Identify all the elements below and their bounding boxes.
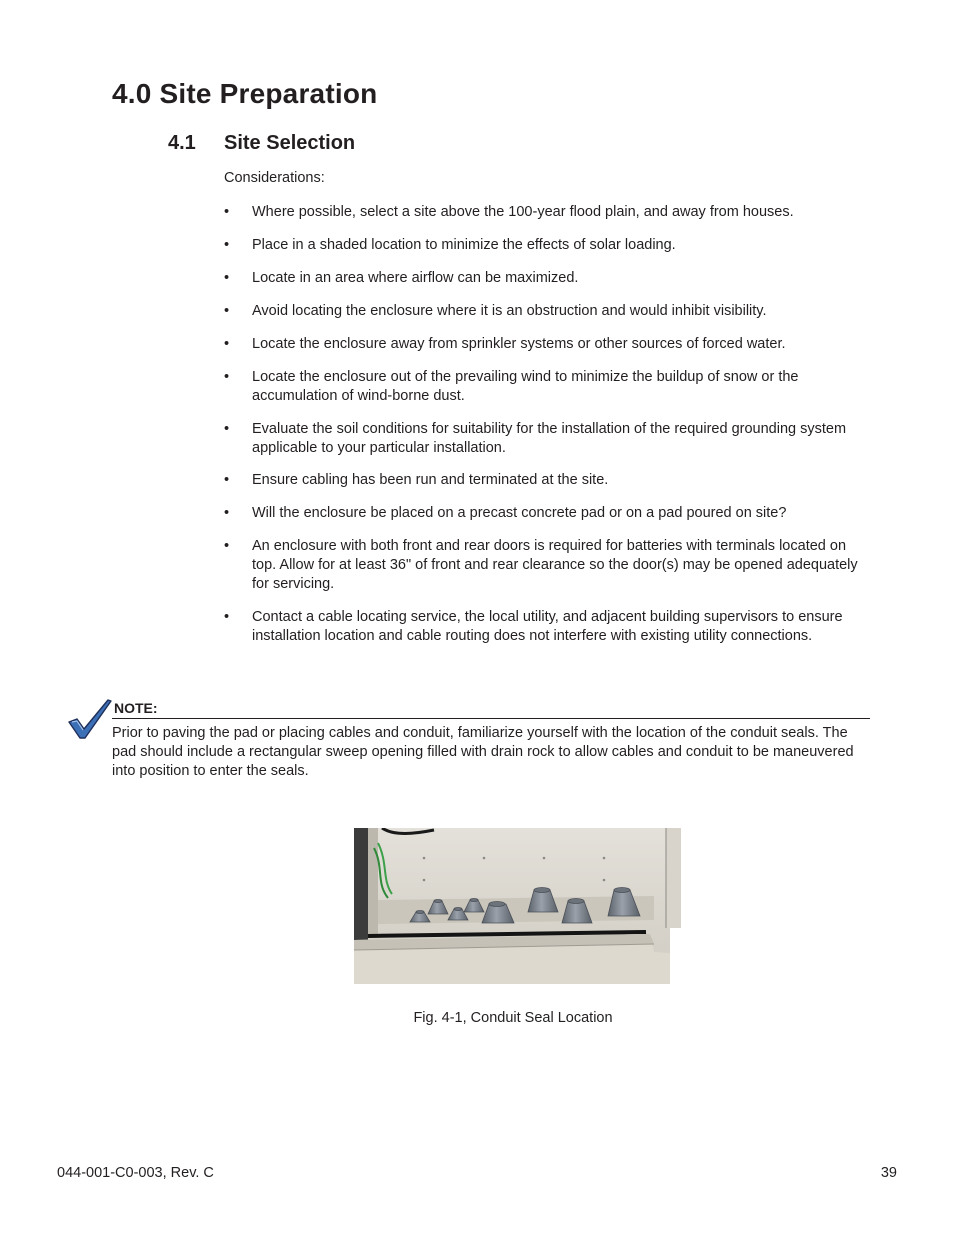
list-item: • Avoid locating the enclosure where it is an obstruction and would inhibit visibility. <box>224 302 874 321</box>
checkmark-icon <box>66 698 112 740</box>
page-number: 39 <box>880 1165 897 1181</box>
note-title: NOTE: <box>114 700 158 716</box>
list-item: • An enclosure with both front and rear doors is required for batteries with terminals located on top. Allow for at least 36" of front and rear clearance so the door(s) may be opened adequately for servicing. <box>224 537 874 593</box>
note-body: Prior to paving the pad or placing cables and conduit, familiarize yourself with the location of the conduit seals. The pad should include a rectangular sweep opening filled with drain rock to allow cables and conduit to be maneuvered into position to enter the seals. <box>112 725 854 779</box>
list-item: • Locate the enclosure away from sprinkler systems or other sources of forced water. <box>224 335 874 354</box>
document-number: 044-001-C0-003, Rev. C <box>57 1165 214 1181</box>
conduit-seal-photo <box>354 828 681 984</box>
list-item: • Where possible, select a site above the 100-year flood plain, and away from houses. <box>224 203 874 222</box>
list-item: • Will the enclosure be placed on a precast concrete pad or on a pad poured on site? <box>224 504 874 523</box>
note-divider <box>112 718 870 719</box>
list-item: • Locate in an area where airflow can be maximized. <box>224 269 874 288</box>
subsection-number: 4.1 <box>168 132 196 154</box>
list-item: • Ensure cabling has been run and terminated at the site. <box>224 471 874 490</box>
section-heading: 4.0 Site Preparation <box>112 78 378 109</box>
list-item: • Place in a shaded location to minimize the effects of solar loading. <box>224 236 874 255</box>
figure-caption: Fig. 4-1, Conduit Seal Location <box>413 1010 613 1026</box>
list-item: • Contact a cable locating service, the local utility, and adjacent building supervisors to ensure installation location and cable routing does not interfere with existing utility connections. <box>224 608 874 646</box>
list-item: • Evaluate the soil conditions for suitability for the installation of the required grounding system applicable to your particular installation. <box>224 420 874 458</box>
list-item: • Locate the enclosure out of the prevailing wind to minimize the buildup of snow or the accumulation of wind-borne dust. <box>224 368 874 406</box>
considerations-list <box>224 203 874 660</box>
subsection-title: Site Selection <box>224 132 356 154</box>
considerations-label: Considerations: <box>224 170 325 186</box>
subsection-heading <box>168 132 355 155</box>
